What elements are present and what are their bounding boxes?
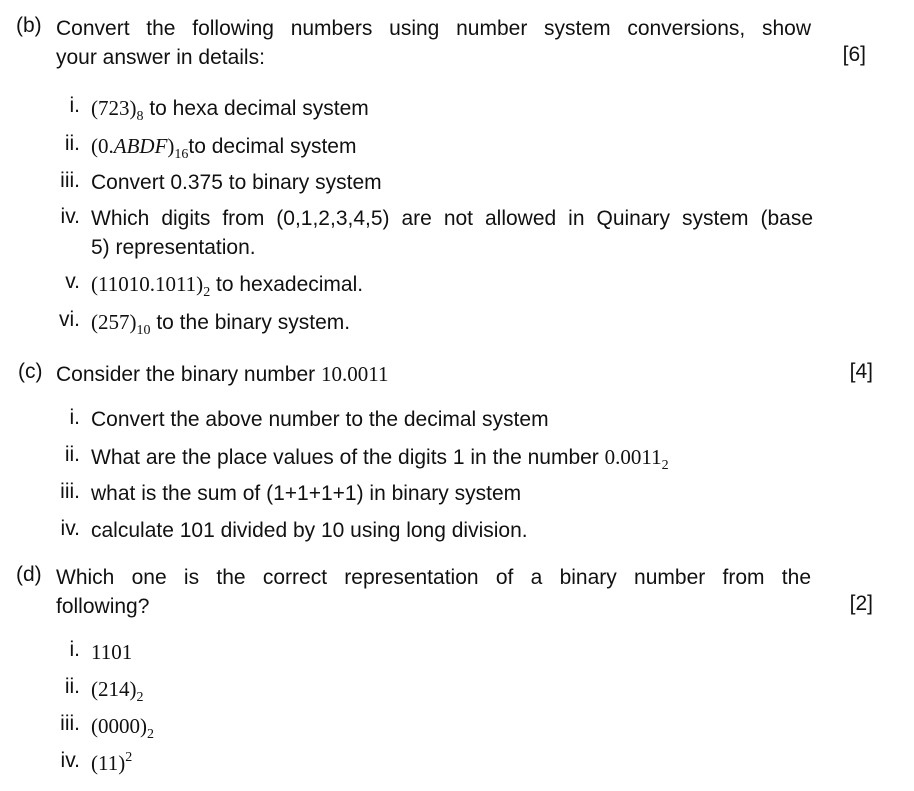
item-text: to decimal system [188,135,357,158]
item-number: iii. [60,480,80,503]
question-text-line1: Which one is the correct representation of a binary number from the [56,566,811,589]
list-item [0,132,914,162]
item-text-line2: 5) representation. [91,236,256,259]
item-text: Convert 0.375 to binary system [91,171,382,194]
item-number: iv. [60,749,80,772]
item-text: Convert the above number to the decimal system [91,408,549,431]
item-number: iii. [60,169,80,192]
question-label: (b) [16,14,42,37]
item-text: What are the place values of the digits 1 in the number [91,446,605,469]
list-item [0,480,914,510]
question-text-line2: your answer in details: [56,46,265,69]
math-expression: $(0.ABDF)_{16}$ [91,134,189,162]
question-label: (d) [16,563,42,586]
list-item [0,443,914,473]
list-item [0,205,914,265]
item-text: to the binary system. [150,311,351,334]
list-item [0,169,914,199]
marks-badge: [4] [849,360,873,383]
item-number: iv. [60,517,80,540]
math-expression: $(11010.1011)_2$ [91,272,211,300]
list-item [0,308,914,338]
item-number: vi. [59,308,80,331]
item-number: v. [65,270,80,293]
item-text: to hexadecimal. [210,273,364,296]
item-number: i. [69,638,80,661]
marks-badge: [2] [849,592,873,615]
list-item [0,675,914,705]
item-text-line1: Which digits from (0,1,2,3,4,5) are not allowed in Quinary system (base [91,207,813,230]
list-item [0,406,914,436]
list-item [0,749,914,779]
math-expression: $(723)_8$ [91,96,144,124]
question-text: Consider the binary number 10.0011 [56,362,389,386]
marks-badge: [6] [842,43,866,66]
math-expression: 1101 [91,640,133,664]
item-text: to hexa decimal system [143,97,369,120]
question-text-line2: following? [56,595,150,618]
item-number: ii. [64,443,80,466]
question-text-line1: Convert the following numbers using number system conversions, show [56,17,811,40]
item-number: ii. [64,132,80,155]
list-item [0,712,914,742]
item-number: i. [69,406,80,429]
question-label: (c) [18,360,43,383]
math-expression: $(214)_2$ [91,677,144,705]
item-number: iv. [60,205,80,228]
list-item [0,638,914,668]
list-item [0,94,914,124]
item-number: iii. [60,712,80,735]
math-expression: 10.0011 [320,362,389,386]
math-expression: $(11)^2$ [91,750,133,775]
item-number: i. [69,94,80,117]
item-text: calculate 101 divided by 10 using long division. [91,519,528,542]
math-expression: $(257)_{10}$ [91,310,151,338]
math-expression: $(0000)_2$ [91,714,154,742]
math-expression: $0.0011_2$ [604,445,669,473]
item-number: ii. [64,675,80,698]
list-item [0,270,914,300]
item-text: what is the sum of (1+1+1+1) in binary system [91,482,522,505]
list-item [0,517,914,547]
